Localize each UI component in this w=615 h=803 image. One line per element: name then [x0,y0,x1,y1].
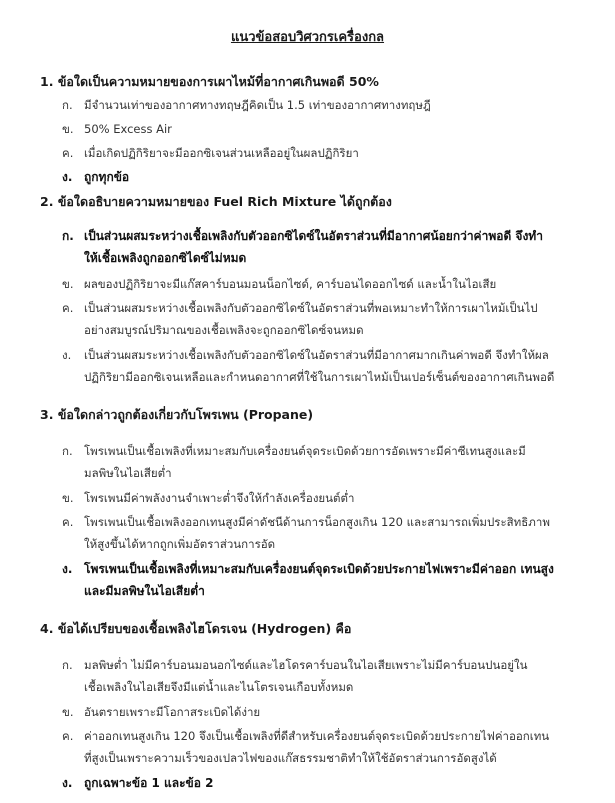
question-4: 4. ข้อได้เปรียบของเชื้อเพลิงไฮโดรเจน (Hydrogen) คือ [40,621,352,636]
choice-2c: ค. เป็นส่วนผสมระหว่างเชื้อเพลิงกับตัวออกซิไดซ์ในอัตราส่วนที่พอเหมาะทำให้การเผาไหม้เป็นไป [62,301,538,315]
page-title: แนวข้อสอบวิศวกรเครื่องกล [230,30,385,45]
choice-3c: ค. โพรเพนเป็นเชื้อเพลิงออกเทนสูงมีค่าดัชนีด้านการน็อกสูงเกิน 120 และสามารถเพิ่มประสิทธิภาพ [62,515,550,529]
choice-2c-cont: อย่างสมบูรณ์ปริมาณของเชื้อเพลิงจะถูกออกซิไดซ์จนหมด [84,323,364,337]
choice-3d-correct: ง. โพรเพนเป็นเชื้อเพลิงที่เหมาะสมกับเครื่องยนต์จุดระเบิดด้วยประกายไฟเพราะมีค่าออก เทนสูง [62,562,554,576]
question-3: 3. ข้อใดกล่าวถูกต้องเกี่ยวกับโพรเพน (Propane) [40,407,314,422]
choice-4a: ก. มลพิษต่ำ ไม่มีคาร์บอนมอนอกไซด์และไฮโดรคาร์บอนในไอเสียเพราะไม่มีคาร์บอนปนอยู่ใน [62,658,528,672]
question-1: 1. ข้อใดเป็นความหมายของการเผาไหม้ที่อากาศเกินพอดี 50% [40,74,379,89]
choice-2a-correct: ก. เป็นส่วนผสมระหว่างเชื้อเพลิงกับตัวออกซิไดซ์ในอัตราส่วนที่มีอากาศน้อยกว่าค่าพอดี จึงทำ [62,229,543,243]
choice-3d-correct-cont: และมีมลพิษในไอเสียต่ำ [84,584,205,598]
choice-1d-correct: ง. ถูกทุกข้อ [62,170,130,184]
choice-3b: ข. โพรเพนมีค่าพลังงานจำเพาะต่ำจึงให้กำลังเครื่องยนต์ต่ำ [62,491,355,505]
question-2: 2. ข้อใดอธิบายความหมายของ Fuel Rich Mixture ได้ถูกต้อง [40,194,392,209]
choice-3a-cont: มลพิษในไอเสียต่ำ [84,466,172,480]
choice-4d-correct: ง. ถูกเฉพาะข้อ 1 และข้อ 2 [62,776,214,790]
choice-4b: ข. อันตรายเพราะมีโอกาสระเบิดได้ง่าย [62,705,261,719]
choice-3c-cont: ให้สูงขึ้นได้หากถูกเพิ่มอัตราส่วนการอัด [84,537,276,551]
choice-4c: ค. ค่าออกเทนสูงเกิน 120 จึงเป็นเชื้อเพลิงที่ดีสำหรับเครื่องยนต์จุดระเบิดด้วยประกายไฟค่าออกเทน [62,729,550,743]
choice-4c-cont: ที่สูงเป็นเพราะความเร็วของเปลวไฟของแก๊สธรรมชาติทำให้ใช้อัตราส่วนการอัดสูงได้ [84,751,497,765]
choice-2d: ง. เป็นส่วนผสมระหว่างเชื้อเพลิงกับตัวออกซิไดซ์ในอัตราส่วนที่มีอากาศมากเกินค่าพอดี จึงทำให้ผล [62,348,549,362]
choice-4a-cont: เชื้อเพลิงในไอเสียจึงมีแต่น้ำและไนโตรเจนเกือบทั้งหมด [84,680,354,694]
choice-2a-correct-cont: ให้เชื้อเพลิงถูกออกซิไดซ์ไม่หมด [84,251,247,265]
choice-2b: ข. ผลของปฏิกิริยาจะมีแก๊สคาร์บอนมอนน็อกไซด์, คาร์บอนไดออกไซด์ และน้ำในไอเสีย [62,277,497,291]
choice-1b: ข. 50% Excess Air [62,122,172,136]
choice-1a: ก. มีจำนวนเท่าของอากาศทางทฤษฎีคิดเป็น 1.5 เท่าของอากาศทางทฤษฎี [62,98,431,112]
choice-1c: ค. เมื่อเกิดปฏิกิริยาจะมีออกซิเจนส่วนเหลืออยู่ในผลปฏิกิริยา [62,146,359,160]
choice-3a: ก. โพรเพนเป็นเชื้อเพลิงที่เหมาะสมกับเครื่องยนต์จุดระเบิดด้วยการอัดเพราะมีค่าซีเทนสูงและมี [62,444,526,458]
choice-2d-cont: ปฏิกิริยามีออกซิเจนเหลือและกำหนดอากาศที่ใช้ในการเผาไหม้เป็นเปอร์เซ็นต์ของอากาศเกินพอดี [84,370,555,384]
